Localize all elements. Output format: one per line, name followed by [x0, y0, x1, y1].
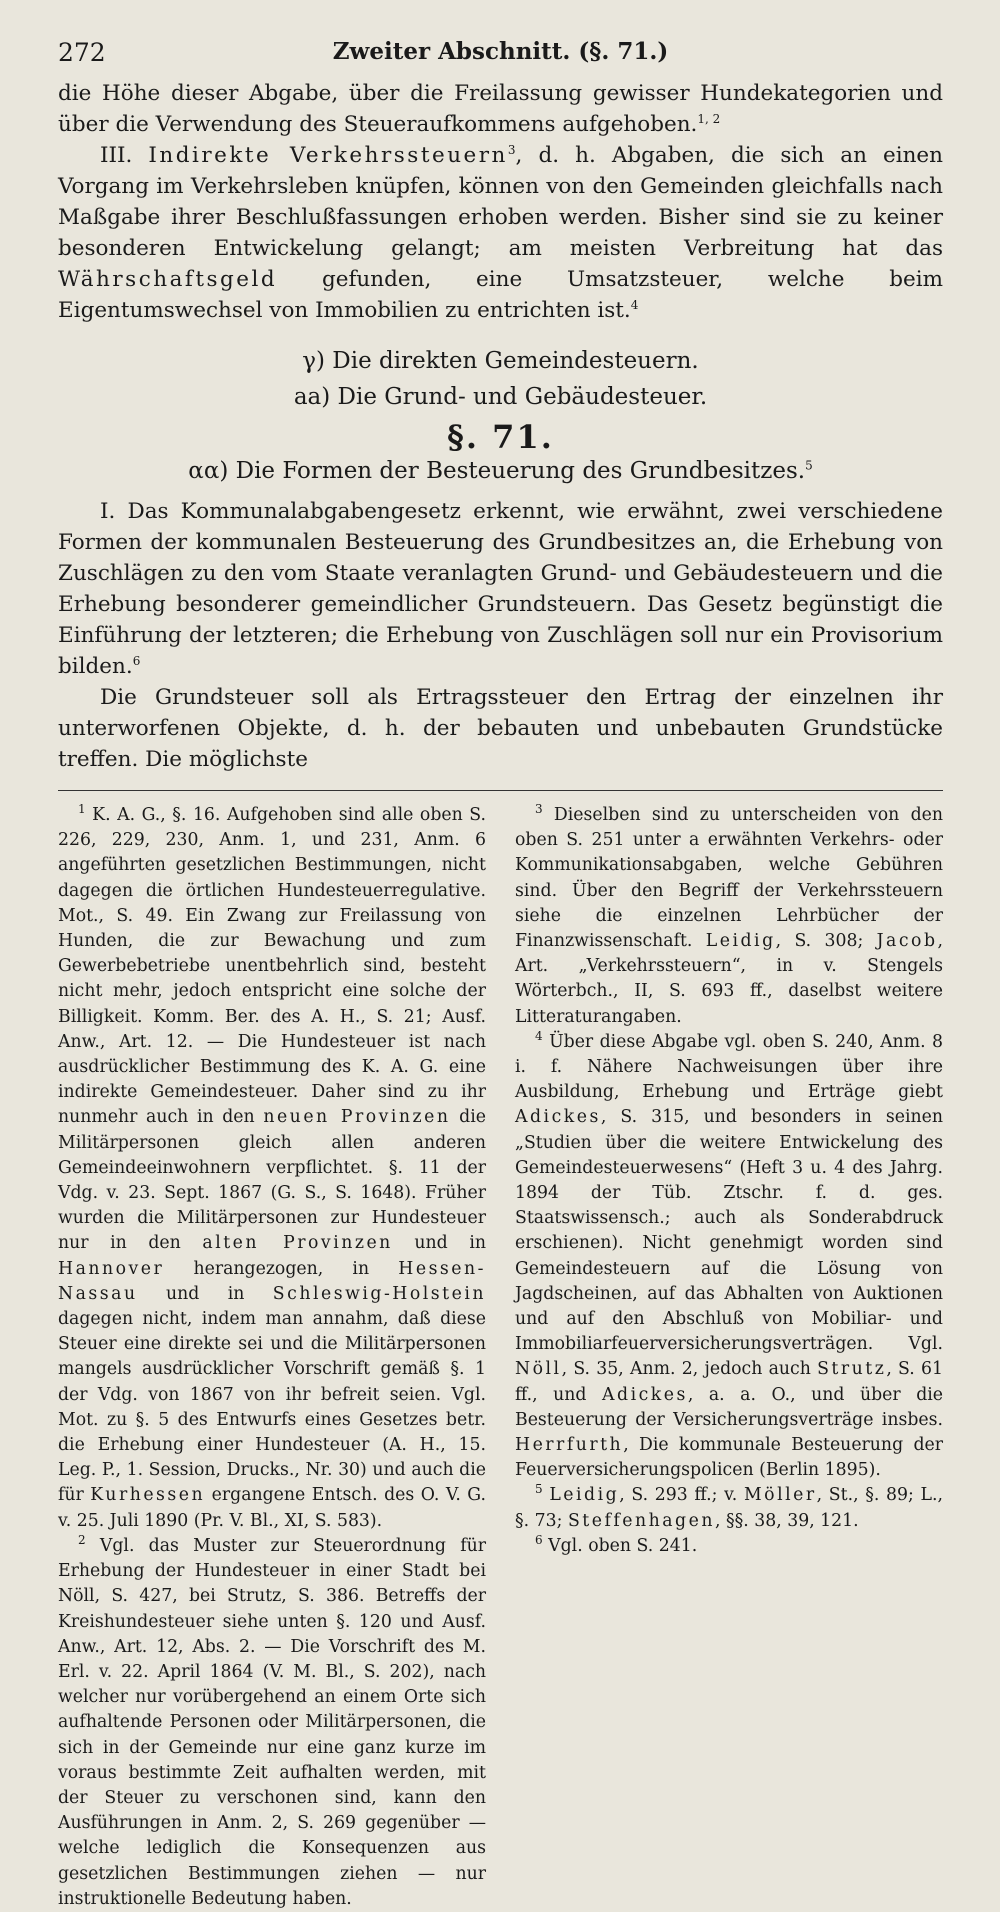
main-text [58, 78, 943, 775]
footnote-ref: 5 [805, 458, 813, 473]
footnote-1: $^1$ K. A. G., §. 16. Aufgehoben sind alle oben S. 226, 229, 230, Anm. 1, und 231, Anm. 6 angeführten gesetzlichen Bestimmungen, nicht dagegen die örtlichen Hundesteuerregulative. Mot., S. 49. Ein Zwang zur Freilassung von Hunden, die zur Bewachung und zum Gewerbebetriebe unentbehrlich sind, besteht nicht mehr, jedoch entspricht eine solche der Billigkeit. Komm. Ber. des A. H., S. 21; Ausf. Anw., Art. 12. — Die Hundesteuer ist nach ausdrücklicher Bestimmung des K. A. G. eine indirekte Gemeindesteuer. Daher sind zu ihr nunmehr auch in den neuen Provinzen die Militärpersonen gleich allen anderen Gemeindeeinwohnern verpflichtet. §. 11 der Vdg. v. 23. Sept. 1867 (G. S., S. 1648). Früher wurden die Militärpersonen zur Hundesteuer nur in den alten Provinzen und in Hannover herangezogen, in Hessen-Nassau und in Schleswig-Holstein dagegen nicht, indem man annahm, daß diese Steuer eine direkte sei und die Militärpersonen mangels ausdrücklicher Vorschrift gemäß §. 1 der Vdg. von 1867 von ihr befreit seien. Vgl. Mot. zu §. 5 des Entwurfs eines Gesetzes betr. die Erhebung einer Hundesteuer (A. H., 15. Leg. P., 1. Session, Drucks., Nr. 30) und auch die für Kurhessen ergangene Entsch. des O. V. G. v. 25. Juli 1890 (Pr. V. Bl., XI, S. 583). [58, 802, 486, 1531]
page-header [58, 38, 943, 78]
footnote-column-left [58, 803, 486, 1912]
book-page [58, 38, 943, 1912]
heading-forms-of-taxation: αα) Die Formen der Besteuerung des Grundbesitzes.$^5$ [188, 458, 813, 484]
term-verkehrssteuern: Indirekte Verkehrssteuern [148, 143, 508, 168]
footnote-2: $^2$ Vgl. das Muster zur Steuerordnung für Erhebung der Hundesteuer in einer Stadt bei Nöll, S. 427, bei Strutz, S. 386. Betreffs der Kreishundesteuer siehe unten §. 120 und Ausf. Anw., Art. 12, Abs. 2. — Die Vorschrift des M. Erl. v. 22. April 1864 (V. M. Bl., S. 202), nach welcher nur vorübergehend an einem Orte sich aufhaltende Personen oder Militärpersonen, die sich in der Gemeinde nur eine ganz kurze im voraus bestimmte Zeit aufhalten werden, mit der Steuer zu verschonen sind, kann den Ausführungen in Anm. 2, S. 269 gegenüber — welche lediglich die Konsequenzen aus gesetzlichen Bestimmungen ziehen — nur instruktionelle Bedeutung haben. [58, 1533, 486, 1909]
footnote-3: $^3$ Dieselben sind zu unterscheiden von den oben S. 251 unter a erwähnten Verkehrs- oder Kommunikationsabgaben, welche Gebühren sind. Über den Begriff der Verkehrssteuern siehe die einzelnen Lehrbücher der Finanzwissenschaft. Leidig, S. 308; Jacob, Art. „Verkehrssteuern“, in v. Stengels Wörterbch., II, S. 693 ff., daselbst weitere Litteraturangaben. [515, 802, 944, 1027]
footnote-5: $^5$ Leidig, S. 293 ff.; v. Möller, St., §. 89; L., §. 73; Steffenhagen, §§. 38, 39, 121. [515, 1482, 944, 1531]
footnote-ref: 1, 2 [697, 111, 721, 126]
footnote-ref: 3 [507, 142, 516, 157]
footnotes [58, 803, 943, 1912]
footnote-ref: 6 [132, 653, 141, 668]
running-head: Zweiter Abschnitt. (§. 71.) [332, 38, 669, 65]
footnote-6: $^6$ Vgl. oben S. 241. [535, 1533, 698, 1556]
heading-land-tax: aa) Die Grund- und Gebäudesteuer. [293, 384, 708, 410]
paragraph-dog-tax-end: die Höhe dieser Abgabe, über die Freilassung gewisser Hundekategorien und über die Verwendung des Steueraufkommens aufgehoben.$^{1, 2}$ [58, 81, 943, 137]
footnote-4: $^4$ Über diese Abgabe vgl. oben S. 240, Anm. 8 i. f. Nähere Nachweisungen über ihre Ausbildung, Erhebung und Erträge giebt Adickes, S. 315, und besonders in seinen „Studien über die weitere Entwickelung des Gemeindesteuerwesens“ (Heft 3 u. 4 des Jahrg. 1894 der Tüb. Ztschr. f. d. ges. Staatswissensch.; auch als Sonderabdruck erschienen). Nicht genehmigt worden sind Gemeindesteuern auf die Lösung von Jagdscheinen, auf das Abhalten von Auktionen und auf den Abschluß von Mobiliar- und Immobiliarfeuerversicherungsverträgen. Vgl. Nöll, S. 35, Anm. 2, jedoch auch Strutz, S. 61 ff., und Adickes, a. a. O., und über die Besteuerung der Versicherungsverträge insbes. Herrfurth, Die kommunale Besteuerung der Feuerversicherungspolicen (Berlin 1895). [515, 1029, 944, 1481]
footnote-divider [58, 790, 943, 791]
paragraph-indirect-taxes: III. Indirekte Verkehrssteuern$^3$, d. h. Abgaben, die sich an einen Vorgang im Verkehrsleben knüpfen, können von den Gemeinden gleichfalls nach Maßgabe ihrer Beschlußfassungen erhoben werden. Bisher sind sie zu keiner besonderen Entwickelung gelangt; am meisten Verbreitung hat das Währschaftsgeld gefunden, eine Umsatzsteuer, welche beim Eigentumswechsel von Immobilien zu entrichten ist.$^4$ [58, 142, 943, 323]
footnote-ref: 4 [630, 297, 639, 312]
heading-direct-taxes: γ) Die direkten Gemeindesteuern. [302, 348, 699, 374]
paragraph-grundsteuer: Die Grundsteuer soll als Ertragssteuer den Ertrag der einzelnen ihr unterworfenen Objekte, d. h. der bebauten und unbebauten Grundstücke treffen. Die möglichste [58, 685, 943, 772]
term-waehrschaftsgeld: Währschaftsgeld [58, 267, 278, 292]
page-number: 272 [58, 38, 106, 67]
paragraph-kommunalabgabengesetz: I. Das Kommunalabgabengesetz erkennt, wie erwähnt, zwei verschiedene Formen der kommunalen Besteuerung des Grundbesitzes an, die Erhebung von Zuschlägen zu den vom Staate veranlagten Grund- und Gebäudesteuern und die Erhebung besonderer gemeindlicher Grundsteuern. Das Gesetz begünstigt die Einführung der letzteren; die Erhebung von Zuschlägen soll nur ein Provisorium bilden.$^6$ [58, 499, 943, 679]
footnote-column-right [515, 803, 943, 1912]
heading-section-number: §. 71. [447, 418, 554, 456]
